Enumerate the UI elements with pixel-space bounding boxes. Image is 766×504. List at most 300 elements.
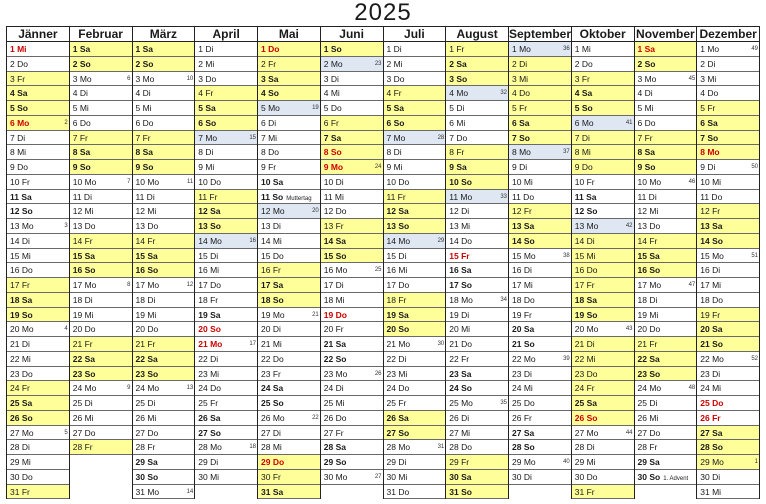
day-cell <box>384 219 446 234</box>
day-cell <box>7 381 69 396</box>
calendar-year-title: 2025 <box>354 0 412 26</box>
day-cell <box>7 175 69 190</box>
week-number: 50 <box>751 164 758 170</box>
day-label: 5 Mi <box>72 103 89 113</box>
day-label: 1 Sa <box>72 44 91 54</box>
day-cell <box>697 175 759 190</box>
day-cell <box>258 249 320 264</box>
month-column <box>384 27 447 499</box>
day-cell <box>509 234 571 249</box>
day-label: 23 Mi <box>386 368 408 379</box>
day-cell <box>195 411 257 426</box>
day-label: 28 So <box>512 442 535 453</box>
day-note: 1. Advent <box>663 475 689 482</box>
day-label: 13 Sa <box>512 221 535 231</box>
month-column <box>7 27 70 499</box>
day-label: 27 Do <box>135 427 159 438</box>
day-label: 10 Mo <box>637 176 662 187</box>
day-label: 14 Mo <box>386 235 411 246</box>
day-cell <box>384 204 446 219</box>
day-cell <box>133 322 195 337</box>
day-label: 17 Di <box>323 280 344 290</box>
day-cell <box>446 352 508 367</box>
day-label: 29 Do <box>261 457 285 467</box>
day-cell <box>258 293 320 308</box>
day-label: 14 Fr <box>637 235 658 246</box>
day-label: 1 Sa <box>637 44 655 54</box>
day-cell <box>697 426 759 441</box>
day-label: 29 Di <box>198 457 219 467</box>
day-label: 18 Di <box>72 294 93 305</box>
day-cell <box>509 308 571 323</box>
day-label: 11 Di <box>135 191 155 202</box>
week-number: 47 <box>688 282 696 288</box>
day-cell <box>697 352 759 367</box>
day-cell <box>7 411 69 426</box>
day-cell <box>195 322 257 337</box>
day-cell <box>321 278 383 293</box>
day-cell <box>258 278 320 293</box>
day-cell <box>258 57 320 72</box>
day-cell <box>70 440 132 455</box>
day-label: 29 Mi <box>574 457 596 467</box>
day-label: 8 Sa <box>637 147 655 158</box>
day-cell <box>509 160 571 175</box>
day-cell <box>509 411 571 426</box>
day-cell <box>697 308 759 323</box>
day-cell <box>697 455 759 470</box>
day-label: 9 Fr <box>261 162 277 172</box>
day-label: 11 So <box>261 191 284 202</box>
day-label: 19 Mi <box>72 309 94 320</box>
day-cell <box>572 367 634 382</box>
day-label: 7 Di <box>574 132 590 143</box>
week-number: 17 <box>249 341 256 347</box>
day-cell <box>133 131 195 146</box>
day-label: 20 Mi <box>449 324 471 335</box>
day-cell <box>446 116 508 131</box>
week-number: 15 <box>249 134 256 141</box>
day-cell <box>384 367 446 382</box>
day-cell <box>697 293 759 308</box>
day-label: 25 Di <box>637 398 658 408</box>
day-label: 15 Mi <box>10 250 31 261</box>
week-number: 52 <box>751 355 758 362</box>
day-label: 11 Fr <box>198 191 218 202</box>
day-label: 14 Mi <box>261 235 282 246</box>
day-label: 22 So <box>323 353 347 364</box>
day-cell <box>321 426 383 441</box>
month-header: April <box>195 27 257 42</box>
day-cell <box>635 367 697 382</box>
month-column <box>697 27 760 499</box>
day-label: 9 So <box>72 162 91 172</box>
day-label: 30 Fr <box>261 471 281 482</box>
day-cell <box>446 234 508 249</box>
day-cell <box>258 190 320 205</box>
day-label: 5 Fr <box>512 103 528 113</box>
day-label: 28 Mo <box>198 442 222 453</box>
day-label: 26 Fr <box>700 412 721 423</box>
day-label: 3 Do <box>386 73 405 84</box>
day-cell <box>133 308 195 323</box>
day-label: 24 Fr <box>574 383 595 394</box>
day-label: 30 So <box>637 471 661 482</box>
day-cell <box>697 204 759 219</box>
day-label: 6 Do <box>637 117 656 128</box>
week-number: 39 <box>563 355 570 362</box>
day-cell <box>258 204 320 219</box>
day-cell <box>446 160 508 175</box>
day-cell <box>509 426 571 441</box>
day-label: 14 Di <box>10 235 30 246</box>
day-label: 7 Fr <box>637 132 653 143</box>
day-cell <box>321 234 383 249</box>
day-cell <box>195 337 257 352</box>
day-label: 10 Mo <box>72 176 97 187</box>
week-number: 2 <box>64 119 68 126</box>
day-cell <box>70 219 132 234</box>
day-label: 9 Do <box>574 162 593 172</box>
week-number: 38 <box>563 252 570 259</box>
day-cell <box>7 42 69 57</box>
day-label: 21 Fr <box>72 339 93 349</box>
day-label: 15 Mo <box>700 250 724 261</box>
day-cell <box>321 293 383 308</box>
day-label: 20 Do <box>637 324 661 335</box>
day-label: 18 Sa <box>10 294 33 305</box>
day-label: 8 So <box>323 147 342 158</box>
day-label: 23 Do <box>574 368 598 379</box>
day-label: 28 Sa <box>323 442 346 453</box>
day-cell <box>509 42 571 57</box>
day-label: 17 Fr <box>10 280 30 290</box>
day-cell <box>133 440 195 455</box>
day-cell <box>635 396 697 411</box>
day-cell <box>7 101 69 116</box>
day-cell <box>195 131 257 146</box>
day-cell <box>572 219 634 234</box>
day-cell <box>7 160 69 175</box>
day-cell <box>384 116 446 131</box>
day-cell <box>635 381 697 396</box>
day-label: 26 Sa <box>386 412 409 423</box>
day-cell <box>7 72 69 87</box>
day-label: 26 So <box>574 412 598 423</box>
day-cell <box>509 293 571 308</box>
day-cell <box>7 190 69 205</box>
day-cell <box>70 381 132 396</box>
day-cell <box>446 411 508 426</box>
day-label: 10 Mi <box>512 176 533 187</box>
day-label: 29 Sa <box>637 457 660 467</box>
day-cell <box>321 263 383 278</box>
day-cell <box>258 367 320 382</box>
day-cell <box>572 440 634 455</box>
day-cell <box>446 381 508 396</box>
day-label: 15 Fr <box>449 250 470 261</box>
day-label: 4 Fr <box>198 88 214 99</box>
day-label: 9 So <box>135 162 154 172</box>
day-label: 21 Di <box>10 339 30 349</box>
day-cell <box>321 249 383 264</box>
month-column <box>133 27 196 499</box>
day-cell <box>384 440 446 455</box>
day-cell <box>195 263 257 278</box>
day-cell <box>635 160 697 175</box>
day-cell <box>697 411 759 426</box>
day-cell <box>635 322 697 337</box>
day-cell <box>321 204 383 219</box>
day-label: 8 Di <box>386 147 402 158</box>
day-cell <box>697 101 759 116</box>
day-label: 19 Fr <box>700 309 721 320</box>
day-label: 16 Di <box>512 265 532 276</box>
day-label: 25 Mi <box>323 398 345 408</box>
day-cell <box>446 337 508 352</box>
month-header: März <box>133 27 195 42</box>
day-label: 28 Fr <box>135 442 156 453</box>
day-cell <box>7 219 69 234</box>
day-cell <box>572 249 634 264</box>
day-cell <box>384 308 446 323</box>
week-number: 33 <box>500 193 507 200</box>
day-label: 2 Di <box>700 58 716 69</box>
day-cell <box>635 278 697 293</box>
day-cell <box>70 42 132 57</box>
day-cell <box>7 322 69 337</box>
day-cell <box>572 263 634 278</box>
day-cell <box>7 234 69 249</box>
day-label: 1 Do <box>261 44 280 54</box>
day-cell <box>7 131 69 146</box>
day-label: 10 Mo <box>135 176 160 187</box>
day-cell <box>70 116 132 131</box>
day-label: 26 So <box>10 412 33 423</box>
day-cell <box>70 293 132 308</box>
day-cell <box>321 322 383 337</box>
day-cell <box>70 278 132 293</box>
day-label: 28 Do <box>449 442 472 453</box>
day-label: 20 Di <box>261 324 281 335</box>
day-label: 20 Mo <box>10 324 34 335</box>
day-label: 18 So <box>261 294 284 305</box>
day-label: 21 Di <box>574 339 595 349</box>
day-cell <box>133 396 195 411</box>
week-number: 26 <box>374 370 382 377</box>
day-label: 22 Mo <box>512 353 536 364</box>
day-cell <box>572 234 634 249</box>
day-cell <box>195 440 257 455</box>
week-number: 23 <box>374 60 382 67</box>
day-cell <box>321 470 383 485</box>
day-cell <box>384 86 446 101</box>
day-label: 8 Mi <box>574 147 591 158</box>
day-label: 1 Mo <box>700 44 720 54</box>
day-label: 3 So <box>449 73 468 84</box>
week-number: 31 <box>437 444 445 451</box>
day-cell <box>195 367 257 382</box>
day-cell <box>195 116 257 131</box>
day-label: 28 Fr <box>72 442 93 453</box>
day-cell <box>446 263 508 278</box>
day-label: 17 Mo <box>72 280 97 290</box>
day-cell <box>697 440 759 455</box>
day-cell <box>446 190 508 205</box>
month-column <box>572 27 635 499</box>
day-cell <box>384 72 446 87</box>
month-column <box>321 27 384 499</box>
day-cell <box>195 160 257 175</box>
day-label: 5 Fr <box>700 103 716 113</box>
day-cell <box>572 145 634 160</box>
day-cell <box>321 337 383 352</box>
day-label: 12 Mi <box>637 206 659 217</box>
day-label: 19 So <box>10 309 33 320</box>
day-label: 22 Mi <box>574 353 596 364</box>
day-label: 17 Mo <box>637 280 662 290</box>
day-cell <box>133 160 195 175</box>
day-label: 18 Do <box>700 294 723 305</box>
week-number: 18 <box>249 444 256 451</box>
day-cell <box>509 190 571 205</box>
day-cell <box>133 175 195 190</box>
day-label: 27 Do <box>72 427 96 438</box>
day-label: 8 Di <box>198 147 214 158</box>
day-cell <box>258 72 320 87</box>
day-cell <box>572 455 634 470</box>
day-label: 7 Sa <box>323 132 342 143</box>
day-cell <box>133 455 195 470</box>
day-label: 25 Fr <box>386 398 407 408</box>
week-number: 5 <box>64 429 68 436</box>
day-label: 13 Do <box>135 221 159 231</box>
day-label: 24 Fr <box>10 383 30 394</box>
day-label: 7 So <box>512 132 530 143</box>
day-cell <box>70 426 132 441</box>
day-label: 23 Sa <box>449 368 472 379</box>
day-label: 6 So <box>198 117 217 128</box>
day-label: 16 So <box>637 265 661 276</box>
day-cell <box>509 396 571 411</box>
week-number: 21 <box>312 311 319 318</box>
day-cell <box>258 160 320 175</box>
day-cell <box>195 219 257 234</box>
day-label: 15 Do <box>261 250 284 261</box>
day-label: 15 Di <box>386 250 407 261</box>
day-cell <box>697 367 759 382</box>
day-cell <box>446 308 508 323</box>
day-cell <box>384 470 446 485</box>
day-cell <box>572 72 634 87</box>
day-cell <box>321 396 383 411</box>
day-cell <box>509 72 571 87</box>
day-cell <box>635 337 697 352</box>
week-number: 24 <box>374 164 382 170</box>
month-header: August <box>446 27 508 42</box>
day-label: 5 Di <box>449 103 465 113</box>
day-cell <box>133 293 195 308</box>
day-label: 21 Mi <box>261 339 282 349</box>
day-cell <box>635 426 697 441</box>
day-cell <box>635 249 697 264</box>
day-cell <box>195 57 257 72</box>
day-label: 5 Sa <box>198 103 216 113</box>
day-label: 24 Di <box>323 383 344 394</box>
day-cell <box>697 470 759 485</box>
day-cell <box>446 426 508 441</box>
day-label: 17 Mi <box>700 280 722 290</box>
day-label: 7 Di <box>10 132 26 143</box>
day-cell <box>635 204 697 219</box>
day-label: 11 Di <box>637 191 657 202</box>
day-cell <box>133 411 195 426</box>
day-cell <box>321 308 383 323</box>
week-number: 6 <box>127 75 131 82</box>
day-label: 31 Do <box>386 486 410 497</box>
day-cell <box>509 278 571 293</box>
day-cell <box>258 131 320 146</box>
day-label: 6 Mi <box>449 117 466 128</box>
day-label: 27 So <box>198 427 221 438</box>
week-number: 22 <box>312 414 319 421</box>
day-label: 4 Sa <box>10 88 28 99</box>
day-label: 9 Mi <box>386 162 403 172</box>
day-cell <box>572 116 634 131</box>
day-cell <box>70 337 132 352</box>
day-cell <box>697 131 759 146</box>
week-number: 11 <box>187 178 194 185</box>
day-label: 24 Mo <box>135 383 160 394</box>
day-label: 16 Do <box>574 265 598 276</box>
day-cell <box>7 263 69 278</box>
day-cell <box>7 440 69 455</box>
day-label: 4 Di <box>637 88 653 99</box>
day-label: 24 Mi <box>512 383 533 394</box>
day-cell <box>70 411 132 426</box>
day-cell <box>572 426 634 441</box>
day-label: 19 Mo <box>261 309 285 320</box>
day-label: 11 Mi <box>323 191 344 202</box>
day-cell <box>635 86 697 101</box>
day-label: 13 Sa <box>700 221 723 231</box>
day-cell <box>7 204 69 219</box>
day-label: 13 Di <box>261 221 281 231</box>
day-label: 21 Mo <box>386 339 411 349</box>
day-label: 19 Fr <box>512 309 532 320</box>
day-cell <box>446 57 508 72</box>
day-label: 3 Mo <box>135 73 155 84</box>
day-label: 20 Sa <box>512 324 535 335</box>
day-cell <box>446 293 508 308</box>
day-label: 4 Fr <box>386 88 402 99</box>
day-label: 30 Mo <box>323 471 348 482</box>
day-cell <box>258 426 320 441</box>
day-cell <box>697 381 759 396</box>
day-label: 2 Fr <box>261 58 277 69</box>
day-label: 26 Fr <box>512 412 532 423</box>
day-cell <box>258 381 320 396</box>
day-label: 30 Di <box>700 471 721 482</box>
week-number: 4 <box>64 326 68 333</box>
day-label: 31 Mi <box>700 486 722 497</box>
day-cell <box>384 352 446 367</box>
day-label: 16 Sa <box>449 265 472 276</box>
day-cell <box>70 175 132 190</box>
day-label: 1 Di <box>386 44 402 54</box>
day-label: 10 Mi <box>700 176 722 187</box>
day-label: 29 Di <box>386 457 407 467</box>
